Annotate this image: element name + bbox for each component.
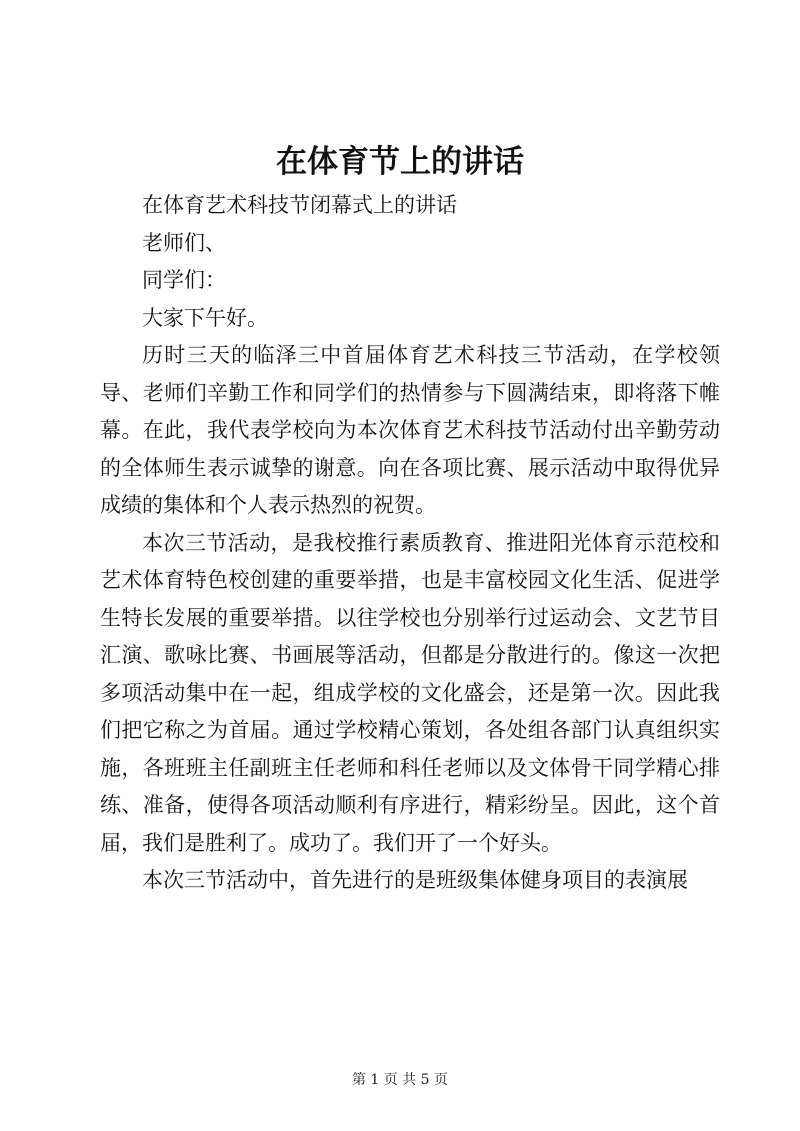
paragraph-salutation-teachers: 老师们、 <box>142 230 226 255</box>
paragraph-salutation-students: 同学们： <box>142 268 226 292</box>
document-title: 在体育节上的讲话 <box>276 144 524 180</box>
paragraph-greeting: 大家下午好。 <box>142 305 268 330</box>
paragraph-body: 本次三节活动，是我校推行素质教育、推进阳光体育示范校和艺术体育特色校创建的重要举措，也是丰富校园文化生活、促进学生特长发展的重要举措。以往学校也分别举行过运动会、文艺节目汇演、歌咏比赛、书画展等活动，但都是分散进行的。像这一次把多项活动集中在一起，组成学校的文化盛会，还是第一次。因此我们把它称之为首届。通过学校精心策划，各处组各部门认真组织实施，各班班主任副班主任老师和科任老师以及文体骨干同学精心排练、准备，使得各项活动顺利有序进行，精彩纷呈。因此，这个首届，我们是胜利了。成功了。我们开了一个好头。 <box>100 530 720 855</box>
page-number-footer: 第 1 页 共 5 页 <box>351 1072 449 1088</box>
document-body <box>100 187 720 900</box>
paragraph-subtitle: 在体育艺术科技节闭幕式上的讲话 <box>142 193 457 217</box>
paragraph-body: 历时三天的临泽三中首届体育艺术科技三节活动，在学校领导、老师们辛勤工作和同学们的热情参与下圆满结束，即将落下帷幕。在此，我代表学校向为本次体育艺术科技节活动付出辛勤劳动的全体师生表示诚挚的谢意。向在各项比赛、展示活动中取得优异成绩的集体和个人表示热烈的祝贺。 <box>100 343 720 517</box>
paragraph-body: 本次三节活动中，首先进行的是班级集体健身项目的表演展 <box>142 868 688 892</box>
